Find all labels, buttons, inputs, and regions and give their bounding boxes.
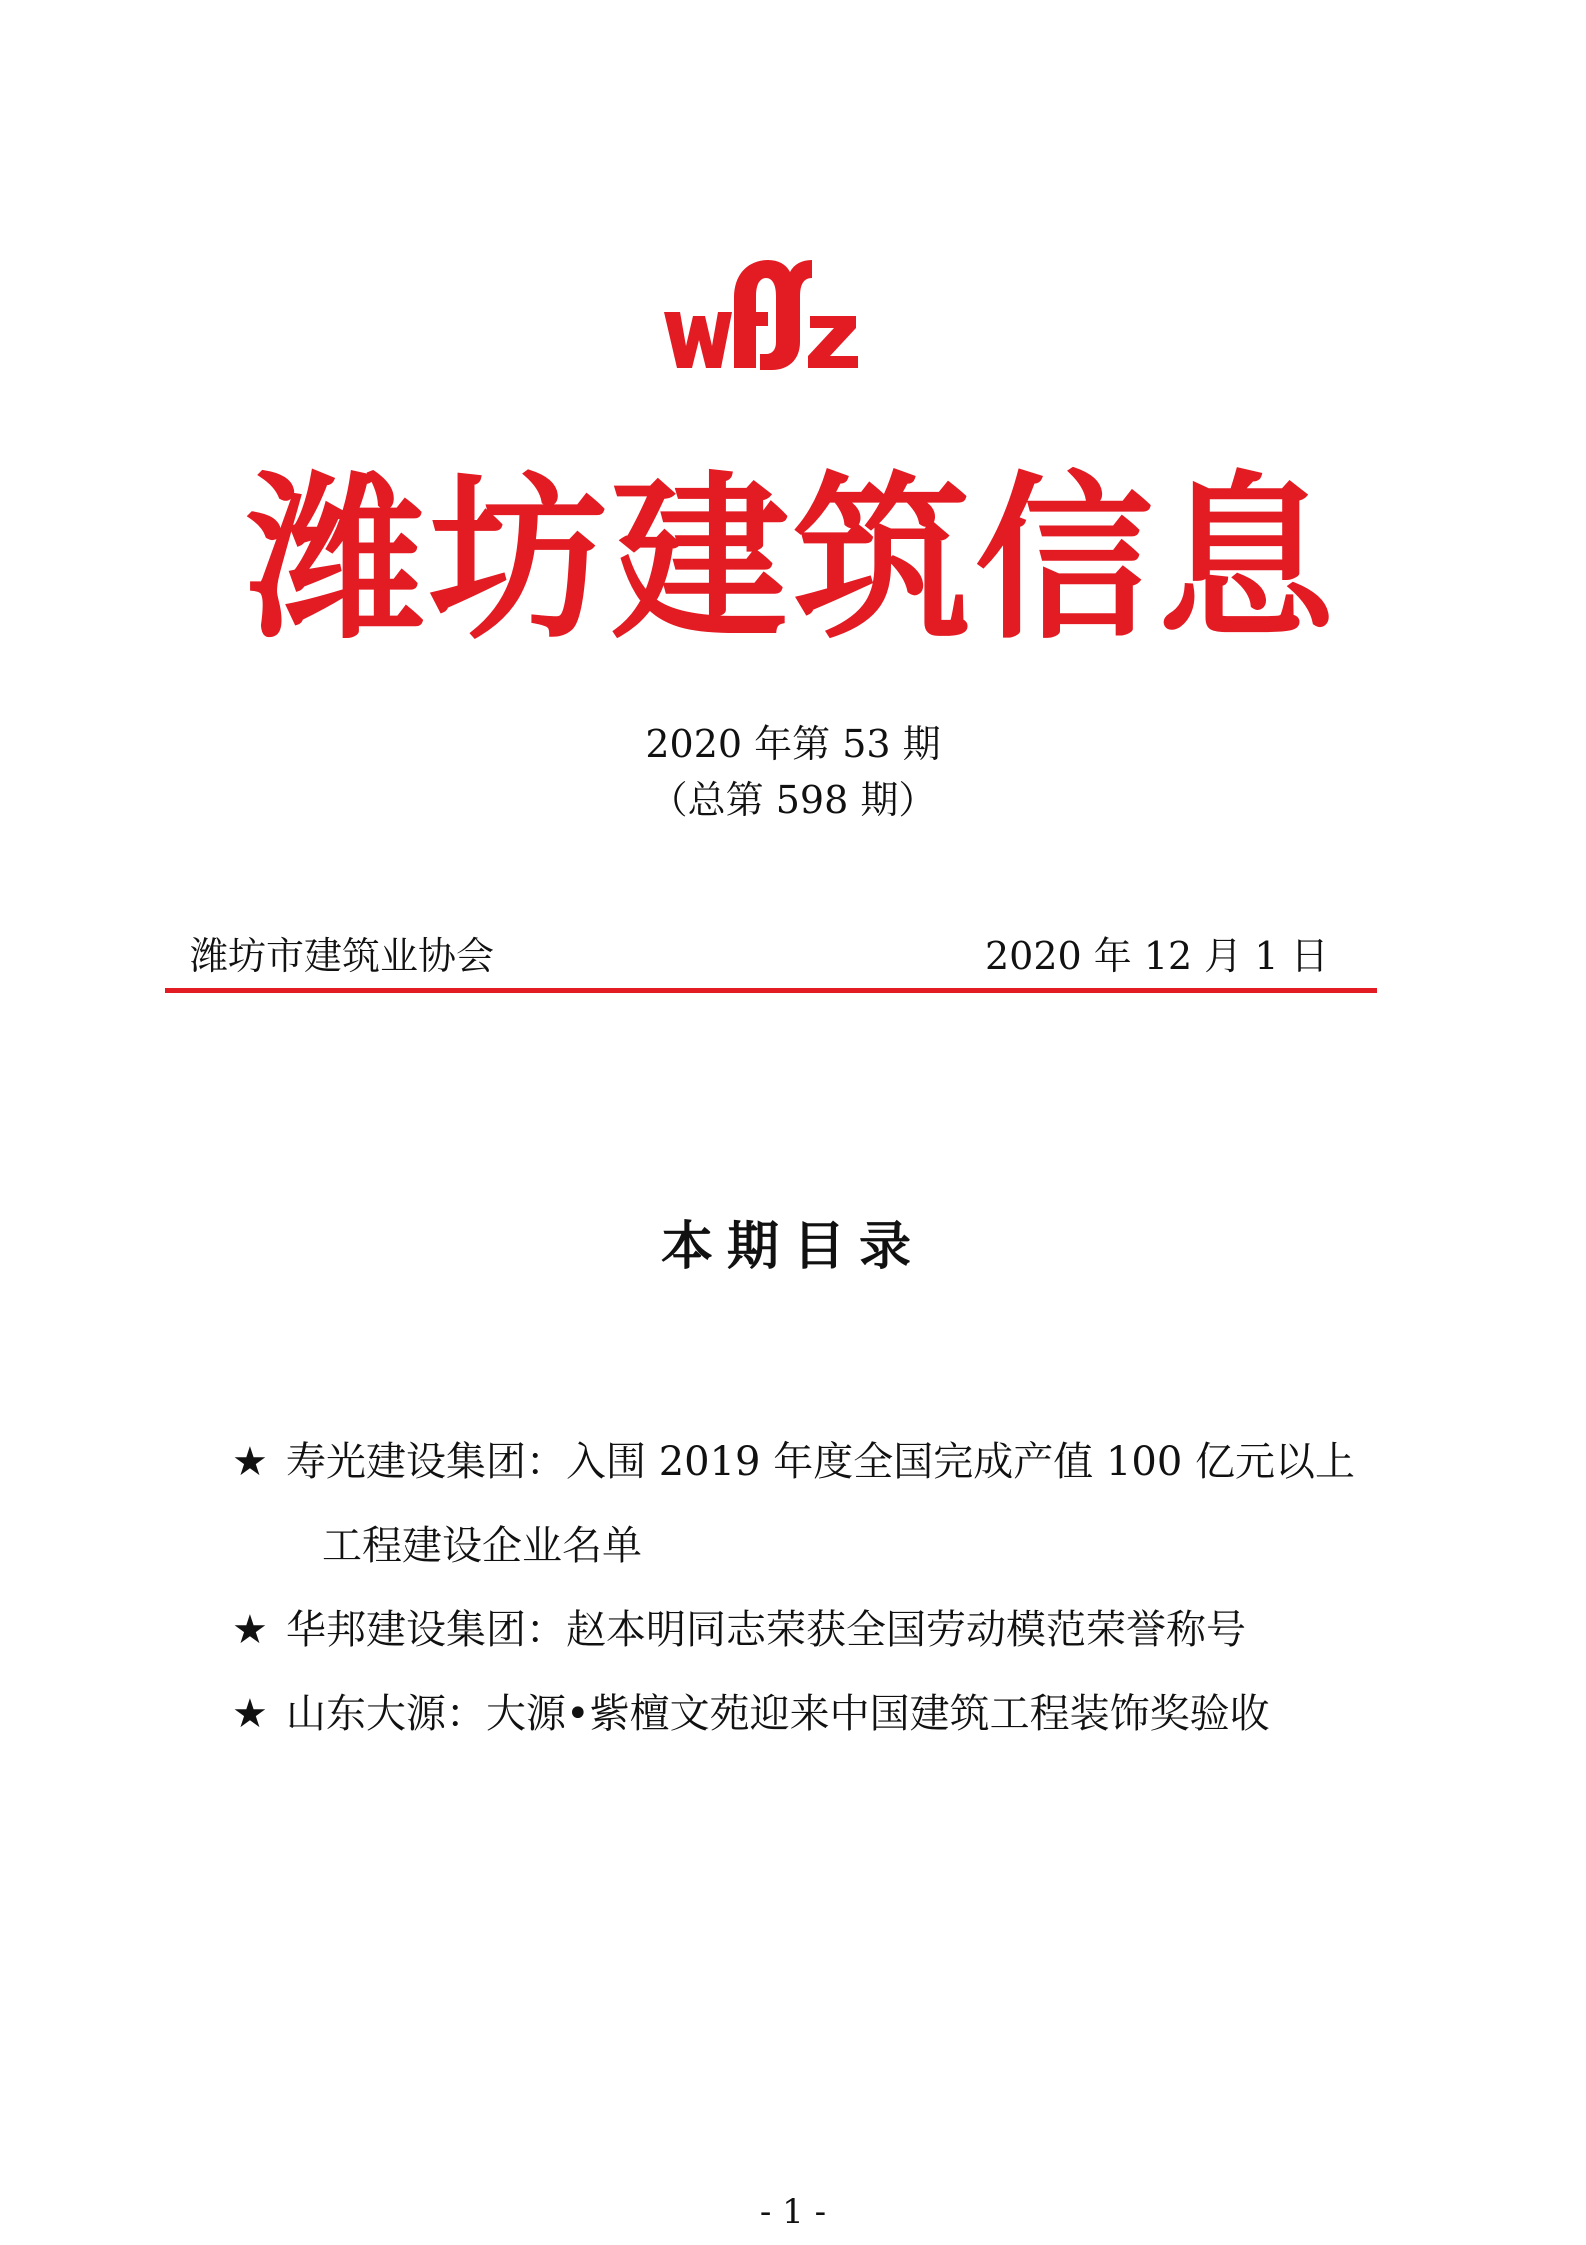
page-number: - 1 - (759, 2192, 827, 2232)
wfjz-logo-icon (660, 250, 860, 380)
star-icon: ★ (232, 1691, 268, 1737)
header-divider (165, 988, 1377, 993)
star-icon: ★ (232, 1439, 268, 1485)
toc-item (232, 1420, 1392, 1504)
star-icon: ★ (232, 1607, 268, 1653)
toc-title: 本期目录 (660, 1216, 925, 1277)
toc-item (232, 1588, 1392, 1672)
toc-item-text: 华邦建设集团：赵本明同志荣获全国劳动模范荣誉称号 (286, 1607, 1246, 1653)
toc-item-continuation (232, 1504, 1392, 1588)
publish-date: 2020 年 12 月 1 日 (985, 934, 1329, 978)
masthead-title: 潍坊建筑信息 (247, 456, 1339, 663)
publisher-name: 潍坊市建筑业协会 (190, 934, 495, 978)
toc-item (232, 1672, 1392, 1756)
toc-item-text: 山东大源：大源•紫檀文苑迎来中国建筑工程装饰奖验收 (286, 1691, 1270, 1737)
toc-item-text: 寿光建设集团：入围 2019 年度全国完成产值 100 亿元以上 (286, 1439, 1356, 1485)
issue-number: 2020 年第 53 期 (645, 722, 941, 766)
toc-list (232, 1420, 1392, 1756)
toc-item-text-continued: 工程建设企业名单 (322, 1523, 642, 1569)
issue-total-number: （总第 598 期） (649, 778, 937, 822)
